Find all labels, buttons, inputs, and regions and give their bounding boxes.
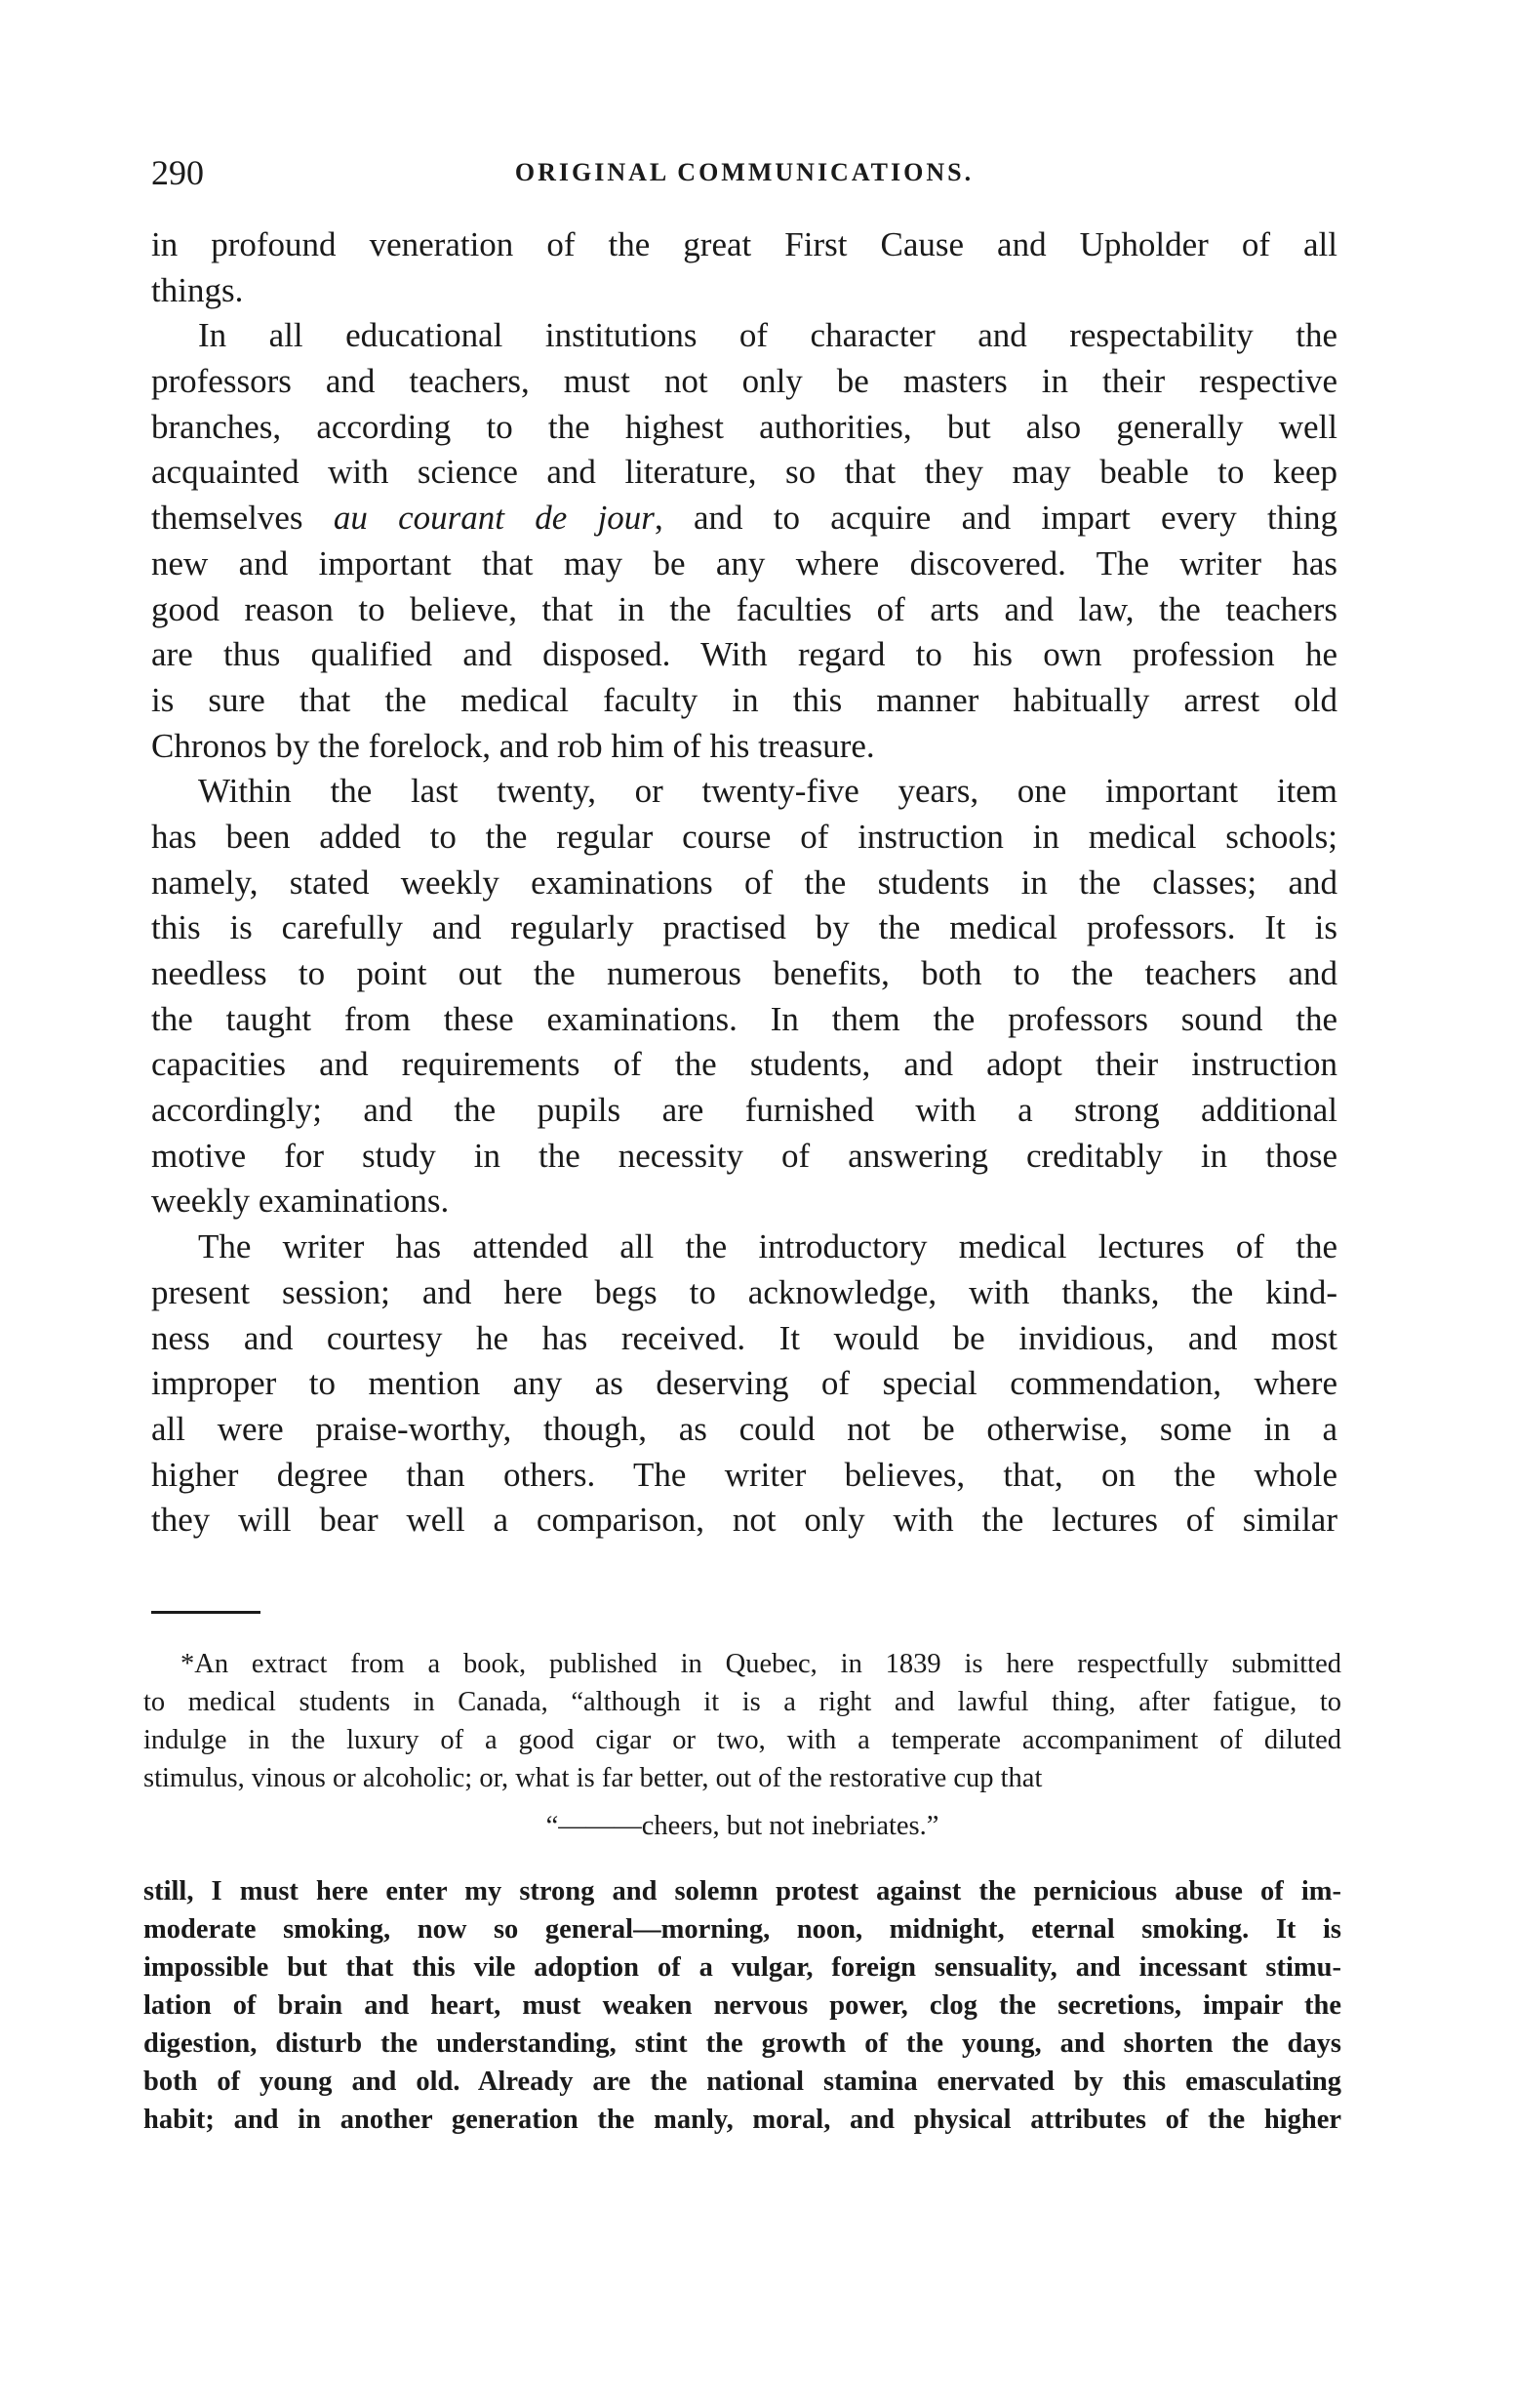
paragraph bbox=[151, 1224, 1337, 1544]
text-line: ness and courtesy he has received. It would be invidious, and most bbox=[151, 1318, 1337, 1357]
text-line: Chronos by the forelock, and rob him of his treasure. bbox=[151, 726, 875, 765]
footnote-line: *An extract from a book, published in Quebec, in 1839 is here respectfully submitted bbox=[180, 1649, 1341, 1679]
text-line: in profound veneration of the great First Cause and Upholder of all bbox=[151, 225, 1337, 263]
paragraph bbox=[151, 769, 1337, 1224]
footnote-line: still, I must here enter my strong and solemn protest against the pernicious abuse of im- bbox=[143, 1876, 1341, 1906]
text-line: they will bear well a comparison, not only with the lectures of similar bbox=[151, 1501, 1337, 1540]
text-line: higher degree than others. The writer believes, that, on the whole bbox=[151, 1455, 1337, 1494]
text-line: capacities and requirements of the students, and adopt their instruction bbox=[151, 1045, 1337, 1084]
text-line: improper to mention any as deserving of special commendation, where bbox=[151, 1364, 1337, 1403]
footnote bbox=[143, 1645, 1341, 2139]
text-line: things. bbox=[151, 270, 244, 309]
page-header bbox=[151, 152, 1337, 195]
footnote-line: stimulus, vinous or alcoholic; or, what is far better, out of the restorative cup that bbox=[143, 1763, 1043, 1793]
text-line: acquainted with science and literature, so that they may beable to keep bbox=[151, 453, 1337, 492]
text-line: the taught from these examinations. In them the professors sound the bbox=[151, 999, 1337, 1038]
italic-phrase: au courant de jour bbox=[333, 499, 655, 538]
footnote-line: lation of brain and heart, must weaken nervous power, clog the secretions, impair the bbox=[143, 1990, 1341, 2021]
text-line: are thus qualified and disposed. With regard to his own profession he bbox=[151, 635, 1337, 674]
footnote-quote: “———cheers, but not inebriates.” bbox=[545, 1811, 939, 1841]
footnote-line: to medical students in Canada, “although it is a right and lawful thing, after fatigue, to bbox=[143, 1687, 1341, 1717]
main-text bbox=[151, 222, 1337, 1544]
text-line: is sure that the medical faculty in this manner habitually arrest old bbox=[151, 680, 1337, 719]
text-line: branches, according to the highest authorities, but also generally well bbox=[151, 407, 1337, 446]
text-line: professors and teachers, must not only be masters in their respective bbox=[151, 362, 1337, 401]
text-line: weekly examinations. bbox=[151, 1182, 450, 1221]
text-line: motive for study in the necessity of answering creditably in those bbox=[151, 1136, 1337, 1175]
text-line: In all educational institutions of character and respectability the bbox=[198, 316, 1337, 355]
footnote-rule bbox=[151, 1611, 260, 1614]
text-line: Within the last twenty, or twenty-five years, one important item bbox=[198, 772, 1337, 811]
running-title: ORIGINAL COMMUNICATIONS. bbox=[514, 158, 975, 186]
footnote-line: impossible but that this vile adoption of a vulgar, foreign sensuality, and incessant stimu- bbox=[143, 1952, 1341, 1983]
footnote-line: digestion, disturb the understanding, stint the growth of the young, and shorten the days bbox=[143, 2028, 1341, 2059]
text-line: new and important that may be any where discovered. The writer has bbox=[151, 543, 1337, 582]
footnote-line: moderate smoking, now so general—morning, noon, midnight, eternal smoking. It is bbox=[143, 1914, 1341, 1945]
footnote-line: both of young and old. Already are the national stamina enervated by this emasculating bbox=[143, 2067, 1341, 2097]
text-line: The writer has attended all the introductory medical lectures of the bbox=[198, 1227, 1337, 1266]
text-line: needless to point out the numerous benefits, both to the teachers and bbox=[151, 954, 1337, 992]
footnote-line: habit; and in another generation the manly, moral, and physical attributes of the higher bbox=[143, 2105, 1341, 2135]
paragraph bbox=[151, 313, 1337, 769]
text-line: accordingly; and the pupils are furnished with a strong additional bbox=[151, 1091, 1337, 1130]
text-line: all were praise-worthy, though, as could not be otherwise, some in a bbox=[151, 1409, 1337, 1448]
text-line: this is carefully and regularly practised by the medical professors. It is bbox=[151, 908, 1337, 947]
text-line: good reason to believe, that in the faculties of arts and law, the teachers bbox=[151, 589, 1337, 628]
footnote-line: indulge in the luxury of a good cigar or two, with a temperate accompaniment of diluted bbox=[143, 1725, 1341, 1755]
text-line: themselves au courant de jour, and to acquire and impart every thing bbox=[151, 499, 1337, 538]
text-line: namely, stated weekly examinations of the students in the classes; and bbox=[151, 863, 1337, 902]
page-number: 290 bbox=[151, 153, 204, 192]
paragraph bbox=[151, 222, 1337, 313]
text-line: has been added to the regular course of instruction in medical schools; bbox=[151, 817, 1337, 856]
text-line: present session; and here begs to acknowledge, with thanks, the kind- bbox=[151, 1272, 1337, 1311]
